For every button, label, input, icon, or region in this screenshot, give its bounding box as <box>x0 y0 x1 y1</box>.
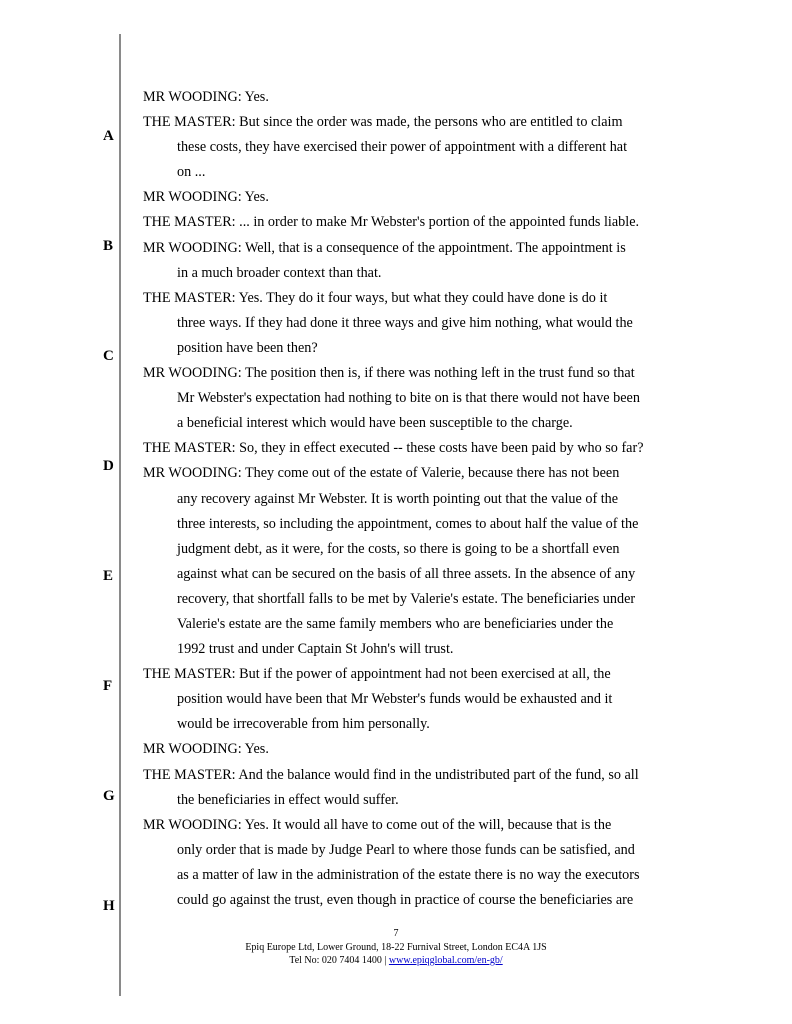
transcript-line: as a matter of law in the administration of the estate there is no way the executors <box>177 866 640 883</box>
transcript-line: MR WOODING: Yes. <box>143 189 269 206</box>
transcript-line: the beneficiaries in effect would suffer. <box>177 791 399 808</box>
transcript-line: recovery, that shortfall falls to be met by Valerie's estate. The beneficiaries under <box>177 590 636 607</box>
transcript-line: position would have been that Mr Webster's funds would be exhausted and it <box>177 691 613 708</box>
footer-website-link[interactable]: www.epiqglobal.com/en-gb/ <box>388 955 503 966</box>
transcript-line: THE MASTER: So, they in effect executed -- these costs have been paid by who so far? <box>143 440 644 457</box>
transcript-line: any recovery against Mr Webster. It is worth pointing out that the value of the <box>177 490 619 507</box>
transcript-line: THE MASTER: But if the power of appointment had not been exercised at all, the <box>143 666 611 683</box>
transcript-line: these costs, they have exercised their power of appointment with a different hat <box>177 139 628 156</box>
transcript-line: a beneficial interest which would have been susceptible to the charge. <box>177 415 573 432</box>
footer-company-line: Epiq Europe Ltd, Lower Ground, 18-22 Furnival Street, London EC4A 1JS <box>245 942 547 953</box>
transcript-line: THE MASTER: But since the order was made, the persons who are entitled to claim <box>143 114 623 131</box>
transcript-body <box>143 85 683 913</box>
transcript-line: judgment debt, as it were, for the costs, so there is going to be a shortfall even <box>177 540 620 557</box>
transcript-line: 1992 trust and under Captain St John's will trust. <box>177 641 454 658</box>
page-number: 7 <box>393 928 399 939</box>
margin-letter-a: A <box>103 128 114 144</box>
transcript-line: only order that is made by Judge Pearl to where those funds can be satisfied, and <box>177 841 635 858</box>
transcript-line: THE MASTER: And the balance would find in the undistributed part of the fund, so all <box>143 766 639 783</box>
transcript-line: three ways. If they had done it three ways and give him nothing, what would the <box>177 314 633 331</box>
margin-letter-e: E <box>103 568 114 584</box>
transcript-line: MR WOODING: Yes. It would all have to come out of the will, because that is the <box>143 816 612 833</box>
transcript-line: MR WOODING: Yes. <box>143 89 269 105</box>
footer-contact-line <box>0 955 792 967</box>
transcript-line: MR WOODING: Yes. <box>143 741 269 758</box>
transcript-line: THE MASTER: Yes. They do it four ways, but what they could have done is do it <box>143 289 608 306</box>
margin-letter-f: F <box>103 678 113 694</box>
transcript-line: could go against the trust, even though in practice of course the beneficiaries are <box>177 892 634 908</box>
margin-letter-h: H <box>103 898 115 914</box>
transcript-line: on ... <box>177 164 206 181</box>
transcript-line: would be irrecoverable from him personally. <box>177 716 430 733</box>
transcript-line: MR WOODING: They come out of the estate of Valerie, because there has not been <box>143 465 620 482</box>
transcript-line: MR WOODING: The position then is, if there was nothing left in the trust fund so that <box>143 365 635 382</box>
transcript-line: MR WOODING: Well, that is a consequence of the appointment. The appointment is <box>143 239 626 256</box>
margin-letter-b: B <box>103 238 114 254</box>
margin-rule <box>119 34 121 996</box>
transcript-line: against what can be secured on the basis of all three assets. In the absence of any <box>177 565 636 582</box>
transcript-line: Valerie's estate are the same family members who are beneficiaries under the <box>177 615 614 632</box>
transcript-line: three interests, so including the appointment, comes to about half the value of the <box>177 515 639 532</box>
transcript-line: in a much broader context than that. <box>177 264 382 281</box>
transcript-line: Mr Webster's expectation had nothing to bite on is that there would not have been <box>177 390 640 407</box>
footer-tel: Tel No: 020 7404 1400 | <box>289 955 389 966</box>
margin-letter-c: C <box>103 348 114 364</box>
transcript-line: position have been then? <box>177 339 318 356</box>
margin-letter-d: D <box>103 458 114 474</box>
transcript-line: THE MASTER: ... in order to make Mr Webster's portion of the appointed funds liable. <box>143 214 640 231</box>
margin-letter-g: G <box>103 788 115 804</box>
